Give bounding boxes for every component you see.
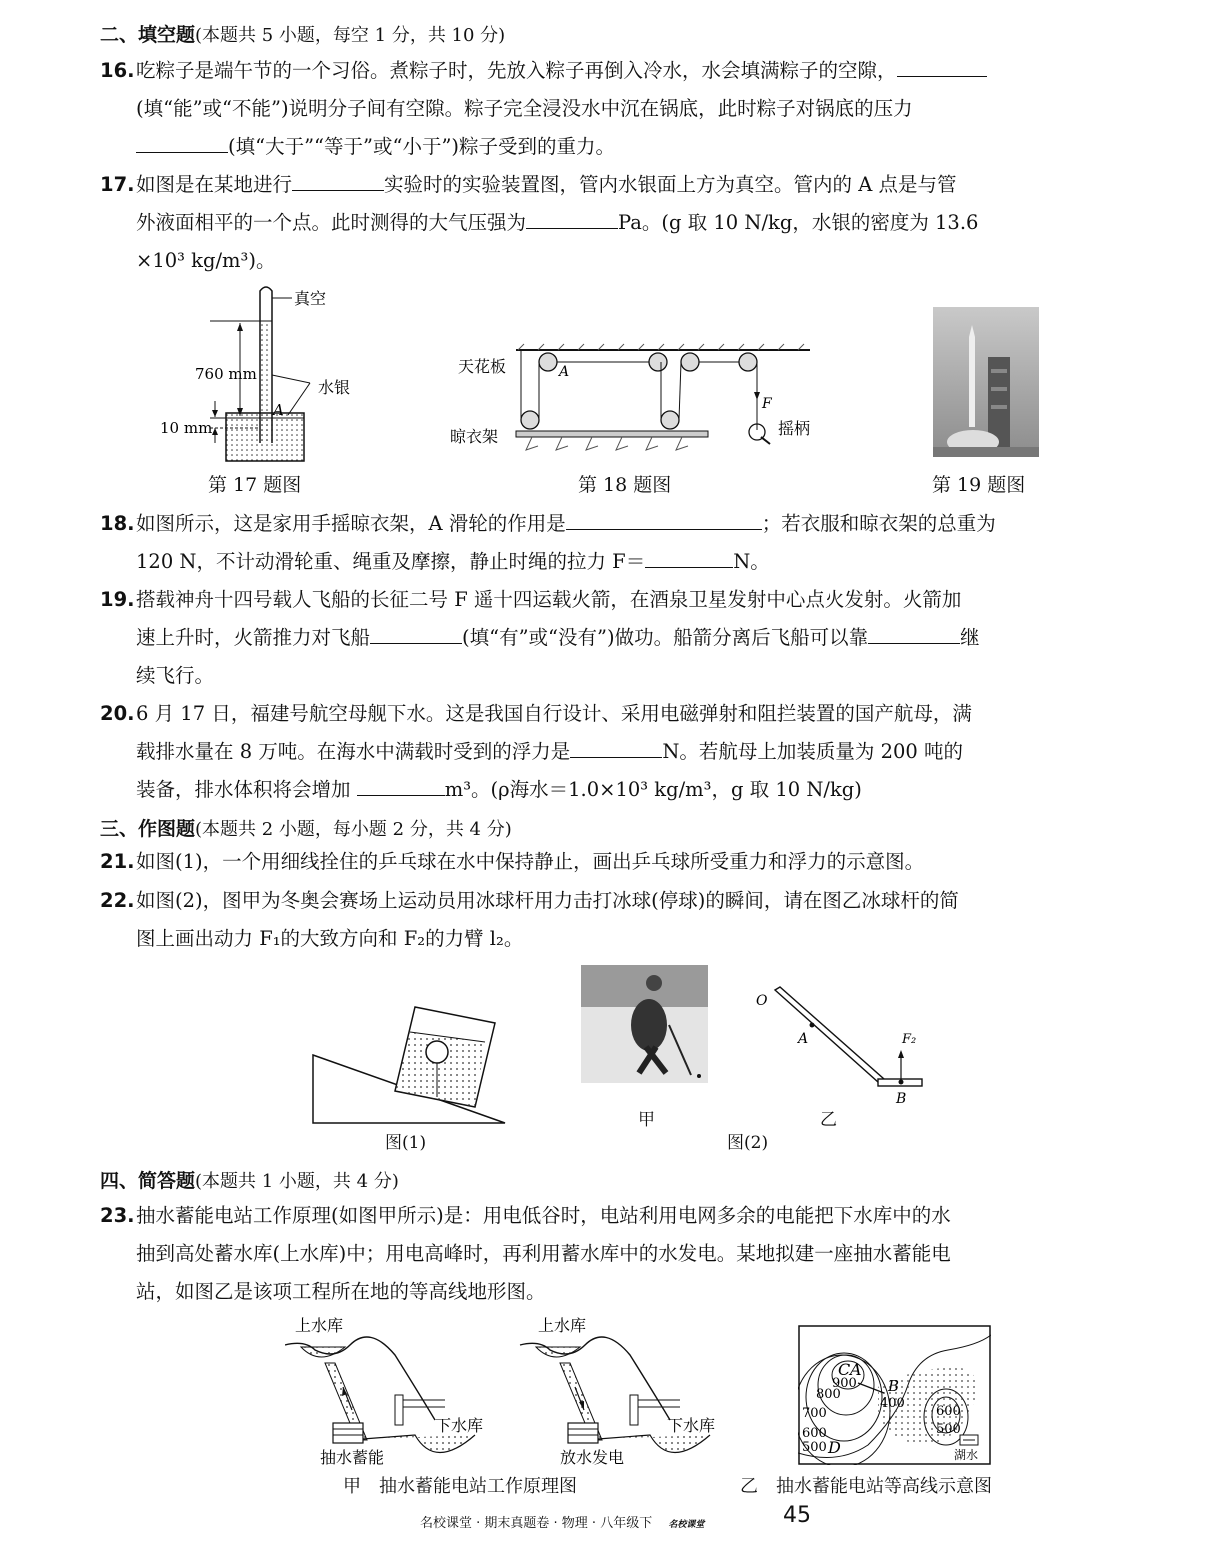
- diagram-generating: [520, 1316, 715, 1467]
- question-17: [100, 166, 1140, 280]
- figure-22-hockey-photo: [581, 965, 708, 1083]
- section-3-heading: [100, 814, 512, 841]
- label-lower-reservoir: 下水库: [435, 1416, 484, 1435]
- question-18: [100, 505, 1140, 581]
- question-21: [100, 843, 1140, 881]
- answer-blank[interactable]: [357, 773, 445, 796]
- label-crank: 摇柄: [778, 419, 811, 438]
- q18-line2a: 120 N，不计动滑轮重、绳重及摩擦，静止时绳的拉力 F＝: [136, 550, 646, 573]
- question-number: 17.: [100, 173, 135, 196]
- section-2-heading: [100, 20, 505, 47]
- label-generating: 放水发电: [560, 1448, 625, 1467]
- caption-fig22: 图(2): [727, 1133, 769, 1153]
- q20-line2a: 载排水量在 8 万吨。在海水中满载时受到的浮力是: [136, 740, 571, 763]
- q17-line3: ×10³ kg/m³)。: [136, 249, 276, 272]
- q22-line1: 如图(2)，图甲为冬奥会赛场上运动员用冰球杆用力击打冰球(停球)的瞬间，请在图乙冰球杆的简: [136, 889, 959, 912]
- label-point-d: D: [828, 1438, 841, 1457]
- footer-text: [420, 1512, 704, 1531]
- footer-logo: 名校课堂: [668, 1520, 705, 1530]
- contour-label: 400: [880, 1396, 905, 1411]
- label-point-c: C: [838, 1360, 851, 1379]
- contour-label: 600: [802, 1426, 827, 1441]
- answer-blank[interactable]: [526, 206, 618, 229]
- contour-label: 800: [816, 1387, 841, 1402]
- caption-fig23-yi: 乙 抽水蓄能电站等高线示意图: [740, 1476, 992, 1497]
- figure-19-rocket-photo: [933, 307, 1039, 457]
- contour-label: 500: [802, 1440, 827, 1455]
- question-number: 22.: [100, 889, 135, 912]
- page-number: 45: [783, 1503, 811, 1528]
- caption-jia: 甲: [638, 1110, 655, 1130]
- caption-fig19: 第 19 题图: [932, 474, 1026, 496]
- label-pulley-a: A: [559, 364, 570, 380]
- q20-line2b: N。若航母上加装质量为 200 吨的: [662, 740, 963, 763]
- q18-line1a: 如图所示，这是家用手摇晾衣架，A 滑轮的作用是: [136, 512, 566, 535]
- question-16: [100, 52, 1140, 166]
- answer-blank[interactable]: [566, 507, 762, 530]
- figure-17-torricelli: [160, 283, 360, 468]
- question-number: 16.: [100, 59, 135, 82]
- figure-21-ball-in-water: [305, 995, 510, 1125]
- answer-blank[interactable]: [370, 621, 462, 644]
- q23-line2: 抽到高处蓄水库(上水库)中；用电高峰时，再利用蓄水库中的水发电。某地拟建一座抽水蓄能电: [136, 1242, 951, 1265]
- section-title: 二、填空题: [100, 24, 196, 46]
- q19-line3: 续飞行。: [136, 664, 215, 687]
- diagram-pumping: [285, 1316, 483, 1467]
- q20-line3b: m³。(ρ海水＝1.0×10³ kg/m³，g 取 10 N/kg): [444, 778, 862, 801]
- q18-line1b: ；若衣服和晾衣架的总重为: [761, 512, 996, 535]
- q18-line2b: N。: [733, 550, 770, 573]
- answer-blank[interactable]: [570, 735, 662, 758]
- section-title: 三、作图题: [100, 818, 196, 840]
- label-vacuum: 真空: [294, 289, 327, 308]
- label-point-a: A: [850, 1360, 862, 1379]
- label-point-a: A: [798, 1031, 809, 1047]
- contour-label: 500: [936, 1422, 961, 1437]
- label-point-a: A: [273, 401, 284, 419]
- figure-18-pulley-rack: [448, 340, 818, 465]
- figure-23-pumped-storage: [285, 1315, 755, 1470]
- question-19: [100, 581, 1140, 695]
- label-point-b: B: [896, 1091, 907, 1107]
- label-upper-reservoir: 上水库: [295, 1316, 344, 1335]
- caption-fig18: 第 18 题图: [578, 474, 672, 496]
- q17-line2a: 外液面相平的一个点。此时测得的大气压强为: [136, 211, 527, 234]
- answer-blank[interactable]: [136, 130, 228, 153]
- q23-line3: 站，如图乙是该项工程所在地的等高线地形图。: [136, 1280, 546, 1303]
- answer-blank[interactable]: [897, 54, 987, 77]
- label-point-o: O: [756, 993, 768, 1009]
- label-pumping: 抽水蓄能: [320, 1448, 385, 1467]
- question-number: 18.: [100, 512, 135, 535]
- q21-line1: 如图(1)，一个用细线拴住的乒乓球在水中保持静止，画出乒乓球所受重力和浮力的示意图。: [136, 850, 925, 873]
- section-note: (本题共 1 小题，共 4 分): [195, 1171, 399, 1192]
- label-mercury: 水银: [318, 378, 351, 397]
- question-23: [100, 1197, 1140, 1311]
- q16-line1: 吃粽子是端午节的一个习俗。煮粽子时，先放入粽子再倒入冷水，水会填满粽子的空隙，: [136, 59, 897, 82]
- label-rack: 晾衣架: [450, 427, 499, 446]
- footer-series: 名校课堂 · 期末真题卷 · 物理 · 八年级下: [420, 1516, 653, 1531]
- q22-line2: 图上画出动力 F₁的大致方向和 F₂的力臂 l₂。: [136, 927, 524, 950]
- q19-line1: 搭载神舟十四号载人飞船的长征二号 F 遥十四运载火箭，在酒泉卫星发射中心点火发射。火箭加: [136, 588, 962, 611]
- caption-fig17: 第 17 题图: [208, 474, 302, 496]
- label-760mm: 760 mm: [195, 365, 257, 383]
- q20-line1: 6 月 17 日，福建号航空母舰下水。这是我国自行设计、采用电磁弹射和阻拦装置的国产航母，满: [136, 702, 972, 725]
- contour-label: 700: [802, 1406, 827, 1421]
- question-22: [100, 882, 1140, 958]
- label-lower-reservoir: 下水库: [667, 1416, 716, 1435]
- q16-line2: (填“能”或“不能”)说明分子间有空隙。粽子完全浸没水中沉在锅底，此时粽子对锅底的压力: [136, 97, 913, 120]
- q17-line2b: Pa。(g 取 10 N/kg，水银的密度为 13.6: [618, 211, 979, 234]
- question-20: [100, 695, 1140, 809]
- q20-line3a: 装备，排水体积将会增加: [136, 778, 351, 801]
- section-note: (本题共 2 小题，每小题 2 分，共 4 分): [195, 819, 512, 840]
- contour-label: 900: [832, 1376, 857, 1391]
- question-number: 21.: [100, 850, 135, 873]
- question-number: 23.: [100, 1204, 135, 1227]
- q19-line2c: 继: [960, 626, 980, 649]
- question-number: 20.: [100, 702, 135, 725]
- q19-line2b: (填“有”或“没有”)做功。船箭分离后飞船可以靠: [462, 626, 869, 649]
- question-number: 19.: [100, 588, 135, 611]
- label-10mm: 10 mm: [160, 419, 213, 437]
- answer-blank[interactable]: [292, 168, 384, 191]
- section-4-heading: [100, 1166, 399, 1193]
- label-ceiling: 天花板: [458, 357, 507, 376]
- q17-line1b: 实验时的实验装置图，管内水银面上方为真空。管内的 A 点是与管: [384, 173, 957, 196]
- q16-line3: (填“大于”“等于”或“小于”)粽子受到的重力。: [228, 135, 616, 158]
- q23-line1: 抽水蓄能电站工作原理(如图甲所示)是：用电低谷时，电站利用电网多余的电能把下水库中的水: [136, 1204, 951, 1227]
- label-force-f2: F₂: [902, 1032, 917, 1047]
- caption-fig23-jia: 甲 抽水蓄能电站工作原理图: [343, 1476, 577, 1497]
- answer-blank[interactable]: [868, 621, 960, 644]
- q17-line1a: 如图是在某地进行: [136, 173, 293, 196]
- caption-fig21: 图(1): [385, 1133, 427, 1153]
- answer-blank[interactable]: [645, 545, 733, 568]
- label-upper-reservoir: 上水库: [538, 1316, 587, 1335]
- q19-line2a: 速上升时，火箭推力对飞船: [136, 626, 371, 649]
- section-title: 四、简答题: [100, 1170, 196, 1192]
- label-force-f: F: [762, 396, 772, 412]
- caption-yi: 乙: [820, 1110, 837, 1130]
- label-point-b: B: [888, 1377, 900, 1395]
- contour-label: 600: [936, 1404, 961, 1419]
- label-lake: 湖水: [954, 1448, 979, 1462]
- section-note: (本题共 5 小题，每空 1 分，共 10 分): [195, 25, 506, 46]
- figure-23-contour-map: [798, 1325, 991, 1465]
- figure-22-stick-diagram: [750, 985, 930, 1110]
